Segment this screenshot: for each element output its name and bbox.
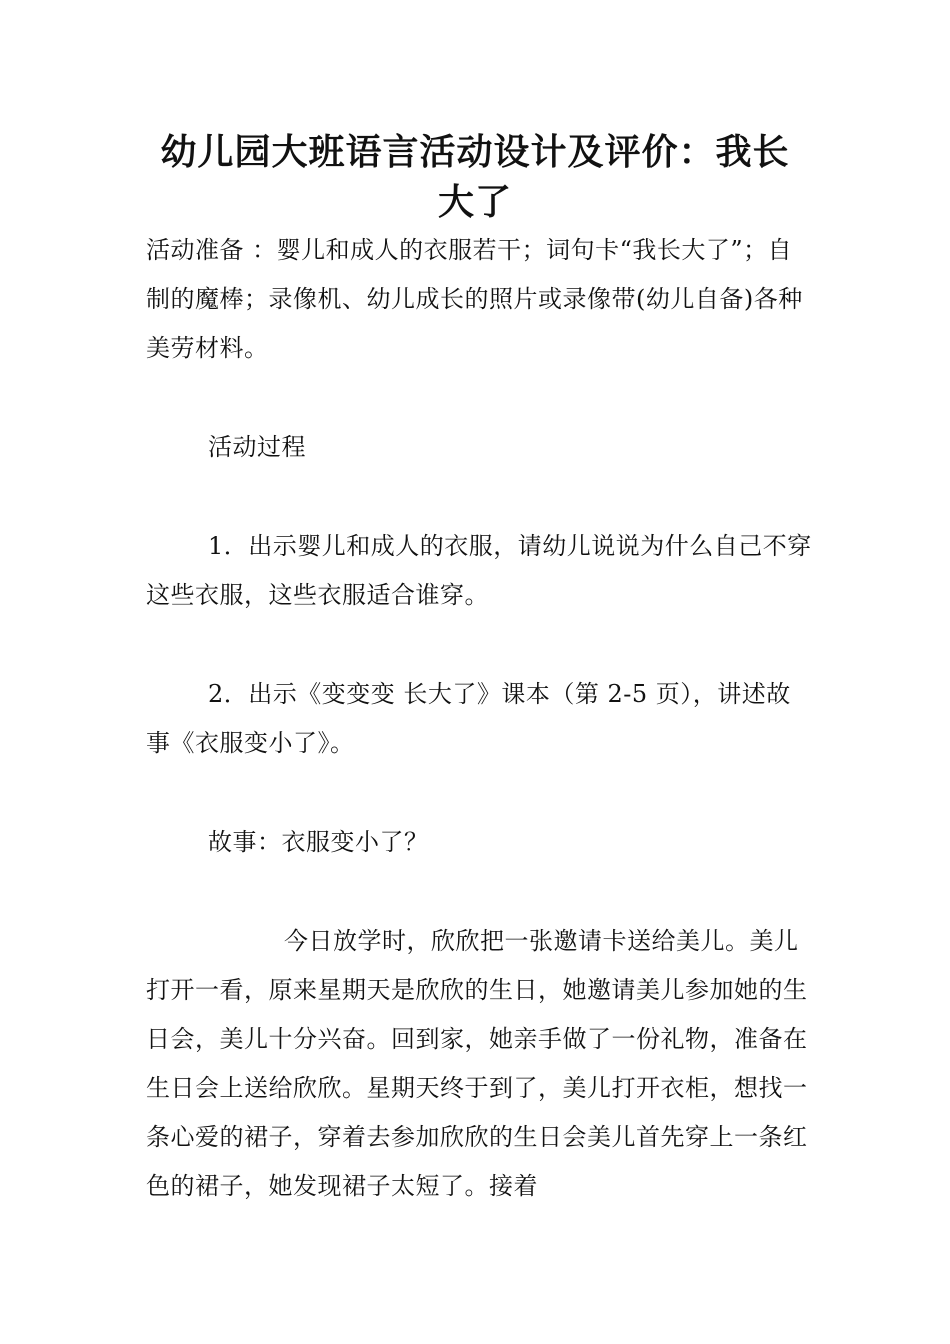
step-2-paragraph: 2．出示《变变变 长大了》课本（第 2-5 页），讲述故事《衣服变小了》。 (146, 680, 791, 757)
step-1-paragraph: 1．出示婴儿和成人的衣服，请幼儿说说为什么自己不穿这些衣服，这些衣服适合谁穿。 (146, 532, 812, 609)
title-line-1: 幼儿园大班语言活动设计及评价：我长 (160, 132, 790, 173)
document-title (140, 128, 810, 228)
story-heading: 故事：衣服变小了？ (208, 828, 429, 856)
process-heading: 活动过程 (208, 433, 306, 461)
story-paragraph: 今日放学时，欣欣把一张邀请卡送给美儿。美儿打开一看，原来星期天是欣欣的生日，她邀请美儿参加她的生日会，美儿十分兴奋。回到家，她亲手做了一份礼物，准备在生日会上送给欣欣。星期天终于到了，美儿打开衣柜，想找一条心爱的裙子，穿着去参加欣欣的生日会美儿首先穿上一条红色的裙子，她发现裙子太短了。接着 (146, 927, 808, 1200)
document-body (146, 226, 814, 1211)
preparation-paragraph: 活动准备 ：婴儿和成人的衣服若干；词句卡“我长大了”；自制的魔棒；录像机、幼儿成长的照片或录像带(幼儿自备)各种美劳材料。 (146, 236, 803, 362)
title-line-2: 大了 (437, 182, 512, 223)
